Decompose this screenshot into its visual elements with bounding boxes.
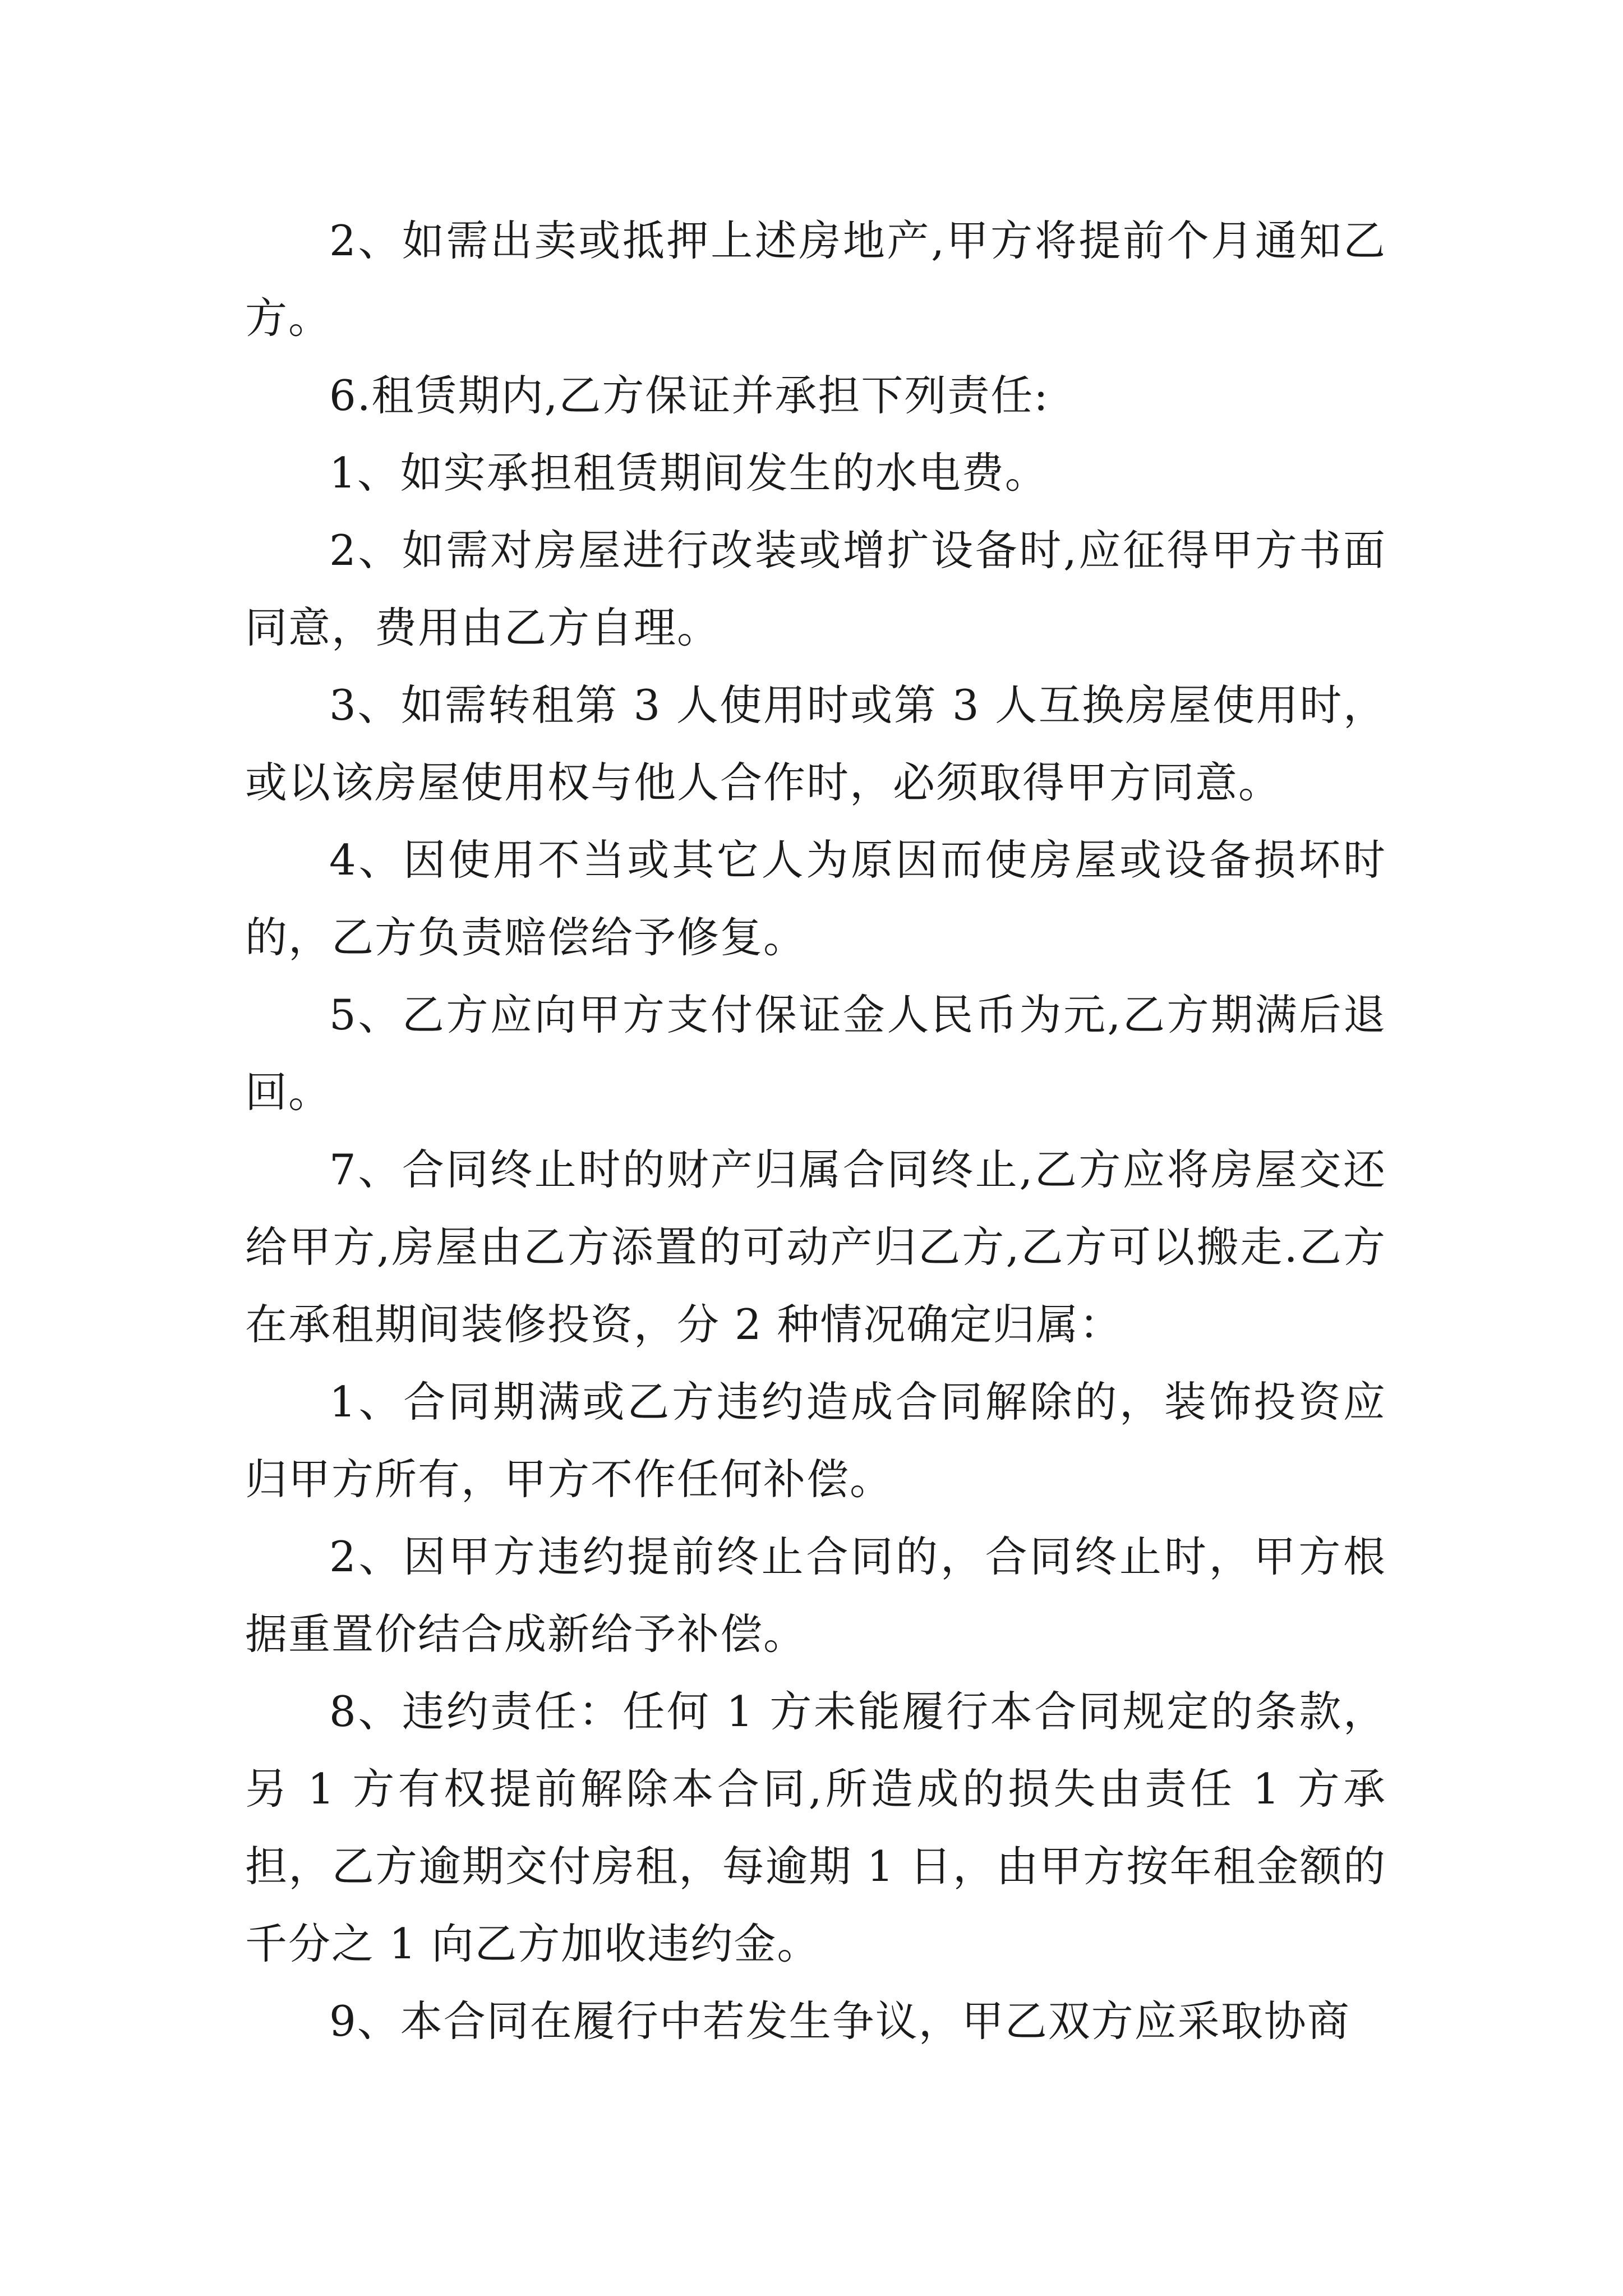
paragraph-clause-2-modification: 2、如需对房屋进行改装或增扩设备时,应征得甲方书面同意，费用由乙方自理。 <box>245 526 1386 652</box>
document-body <box>245 202 1386 2060</box>
paragraph-section-9-dispute: 9、本合同在履行中若发生争议，甲乙双方应采取协商 <box>329 1996 1350 2046</box>
paragraph-section-6-heading: 6.租赁期内,乙方保证并承担下列责任: <box>329 371 1049 420</box>
paragraph-clause-2-early-termination: 2、因甲方违约提前终止合同的，合同终止时，甲方根据重置价结合成新给予补偿。 <box>245 1532 1386 1659</box>
paragraph-clause-2-sale-notice: 2、如需出卖或抵押上述房地产,甲方将提前个月通知乙方。 <box>245 216 1386 343</box>
paragraph-clause-5-deposit: 5、乙方应向甲方支付保证金人民币为元,乙方期满后退回。 <box>245 990 1386 1117</box>
paragraph-clause-1-expiry: 1、合同期满或乙方违约造成合同解除的，装饰投资应归甲方所有，甲方不作任何补偿。 <box>245 1377 1386 1504</box>
paragraph-clause-1-utilities: 1、如实承担租赁期间发生的水电费。 <box>329 448 1048 498</box>
paragraph-clause-4-damage: 4、因使用不当或其它人为原因而使房屋或设备损坏时的，乙方负责赔偿给予修复。 <box>245 835 1386 962</box>
paragraph-clause-3-sublease: 3、如需转租第 3 人使用时或第 3 人互换房屋使用时，或以该房屋使用权与他人合作时，必须取得甲方同意。 <box>245 680 1386 807</box>
paragraph-section-8-liability: 8、违约责任：任何 1 方未能履行本合同规定的条款，另 1 方有权提前解除本合同,所造成的损失由责任 1 方承担，乙方逾期交付房租，每逾期 1 日，由甲方按年租金额的千分之 1 向乙方加收违约金。 <box>245 1687 1386 1968</box>
paragraph-section-7-property: 7、合同终止时的财产归属合同终止,乙方应将房屋交还给甲方,房屋由乙方添置的可动产归乙方,乙方可以搬走.乙方在承租期间装修投资，分 2 种情况确定归属： <box>245 1145 1386 1349</box>
